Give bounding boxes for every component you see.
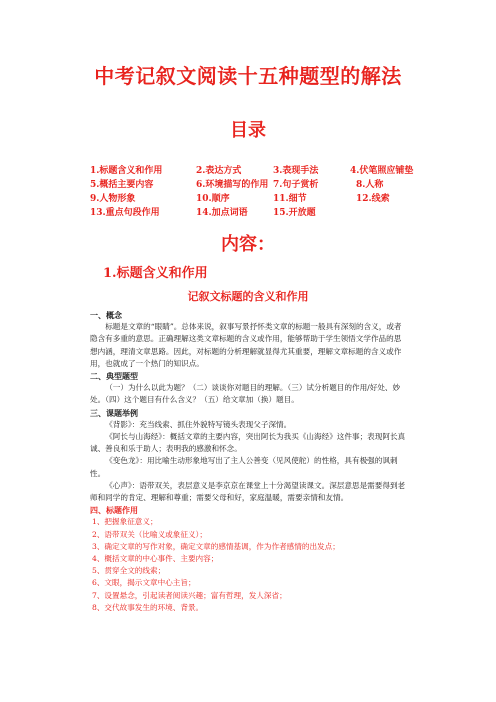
types-paragraph: （一）为什么以此为题？（二）谈谈你对题目的理解。（三）试分析题目的作用/好处、妙处。（四）这个题目有什么含义？（五）给文章加（换）题目。 [90,383,401,405]
heading-functions: 四、标题作用 [90,505,138,516]
toc-item[interactable]: 12.线索 [356,194,390,204]
section-body [90,309,406,614]
example-paragraph: 《阿长与山海经》：概括文章的主要内容，突出阿长为我买《山海经》这件事；表现阿长真诚、善良和乐于助人；表明我的感激和怀念。 [90,432,406,454]
toc-item[interactable]: 11.细节 [273,194,307,204]
toc-heading: 目录 [230,120,266,141]
toc-item[interactable]: 1.标题含义和作用 [90,166,163,176]
section-subtitle: 记叙文标题的含义和作用 [187,290,309,303]
content-heading: 内容： [221,234,275,255]
toc-item[interactable]: 15.开放题 [273,208,316,218]
section-title: 1.标题含义和作用 [103,266,208,281]
function-item: 4、概括文章的中心事件、主要内容； [92,554,219,564]
toc-item[interactable]: 7.句子赏析 [273,180,319,190]
heading-examples: 三、课题举例 [90,407,138,418]
toc-item[interactable]: 13.重点句段作用 [90,208,160,218]
toc-item[interactable]: 8.人称 [356,180,384,190]
toc-item[interactable]: 3.表现手法 [273,166,319,176]
function-item: 3、确定文章的写作对象，确定文章的感情基调，作为作者感情的出发点； [92,541,340,551]
function-item: 2、语带双关（比喻义或象征义）； [92,529,207,539]
toc-row [90,205,420,219]
example-paragraph: 《变色龙》：用比喻生动形象地写出了主人公善变（见风使舵）的性格，具有极强的讽刺性。 [90,456,398,478]
function-item: 5、贯穿全文的线索； [92,566,166,576]
function-item: 6、文眼，揭示文章中心主旨； [92,578,196,588]
concept-paragraph: 标题是文章的“眼睛”。总体来说，叙事写景抒怀类文章的标题一般具有深刻的含义，或者隐含有多重的意思。正确理解这类文章标题的含义或作用，能够帮助于学生领悟文学作品的思想内涵，理清文章思路。因此，对标题的分析理解就显得尤其重要，理解文章标题的含义或作用，也就成了一个热门的知识点。 [90,322,402,368]
heading-concept: 一、概念 [90,310,122,320]
toc-row [90,163,420,177]
function-item: 1、把握象征意义； [92,517,158,527]
function-item: 8、交代故事发生的环境、背景。 [92,602,204,612]
function-item: 7、设置悬念，引起读者阅读兴趣；富有哲理，发人深省； [92,590,287,600]
toc-item[interactable]: 2.表达方式 [196,166,242,176]
toc-item[interactable]: 6.环境描写的作用 [196,180,269,190]
toc-item[interactable]: 9.人物形象 [90,194,136,204]
toc-item[interactable]: 5.概括主要内容 [90,180,154,190]
toc-item[interactable]: 4.伏笔照应铺垫 [350,166,414,176]
example-paragraph: 《心声》：语带双关，表层意义是李京京在课堂上十分渴望读课文。深层意思是需要得到老师和同学的肯定、理解和尊重；需要父母和好，家庭温暖，需要亲情和友情。 [90,480,406,503]
example-paragraph: 《背影》：充当线索、抓住外貌特写镜头表现父子深情。 [105,419,292,429]
table-of-contents [90,163,420,219]
toc-row [90,177,420,191]
toc-row [90,191,420,205]
heading-types: 二、典型题型 [90,371,138,382]
toc-item[interactable]: 10.顺序 [196,194,230,204]
document-title: 中考记叙文阅读十五种题型的解法 [94,64,402,88]
toc-item[interactable]: 14.加点词语 [196,208,248,218]
